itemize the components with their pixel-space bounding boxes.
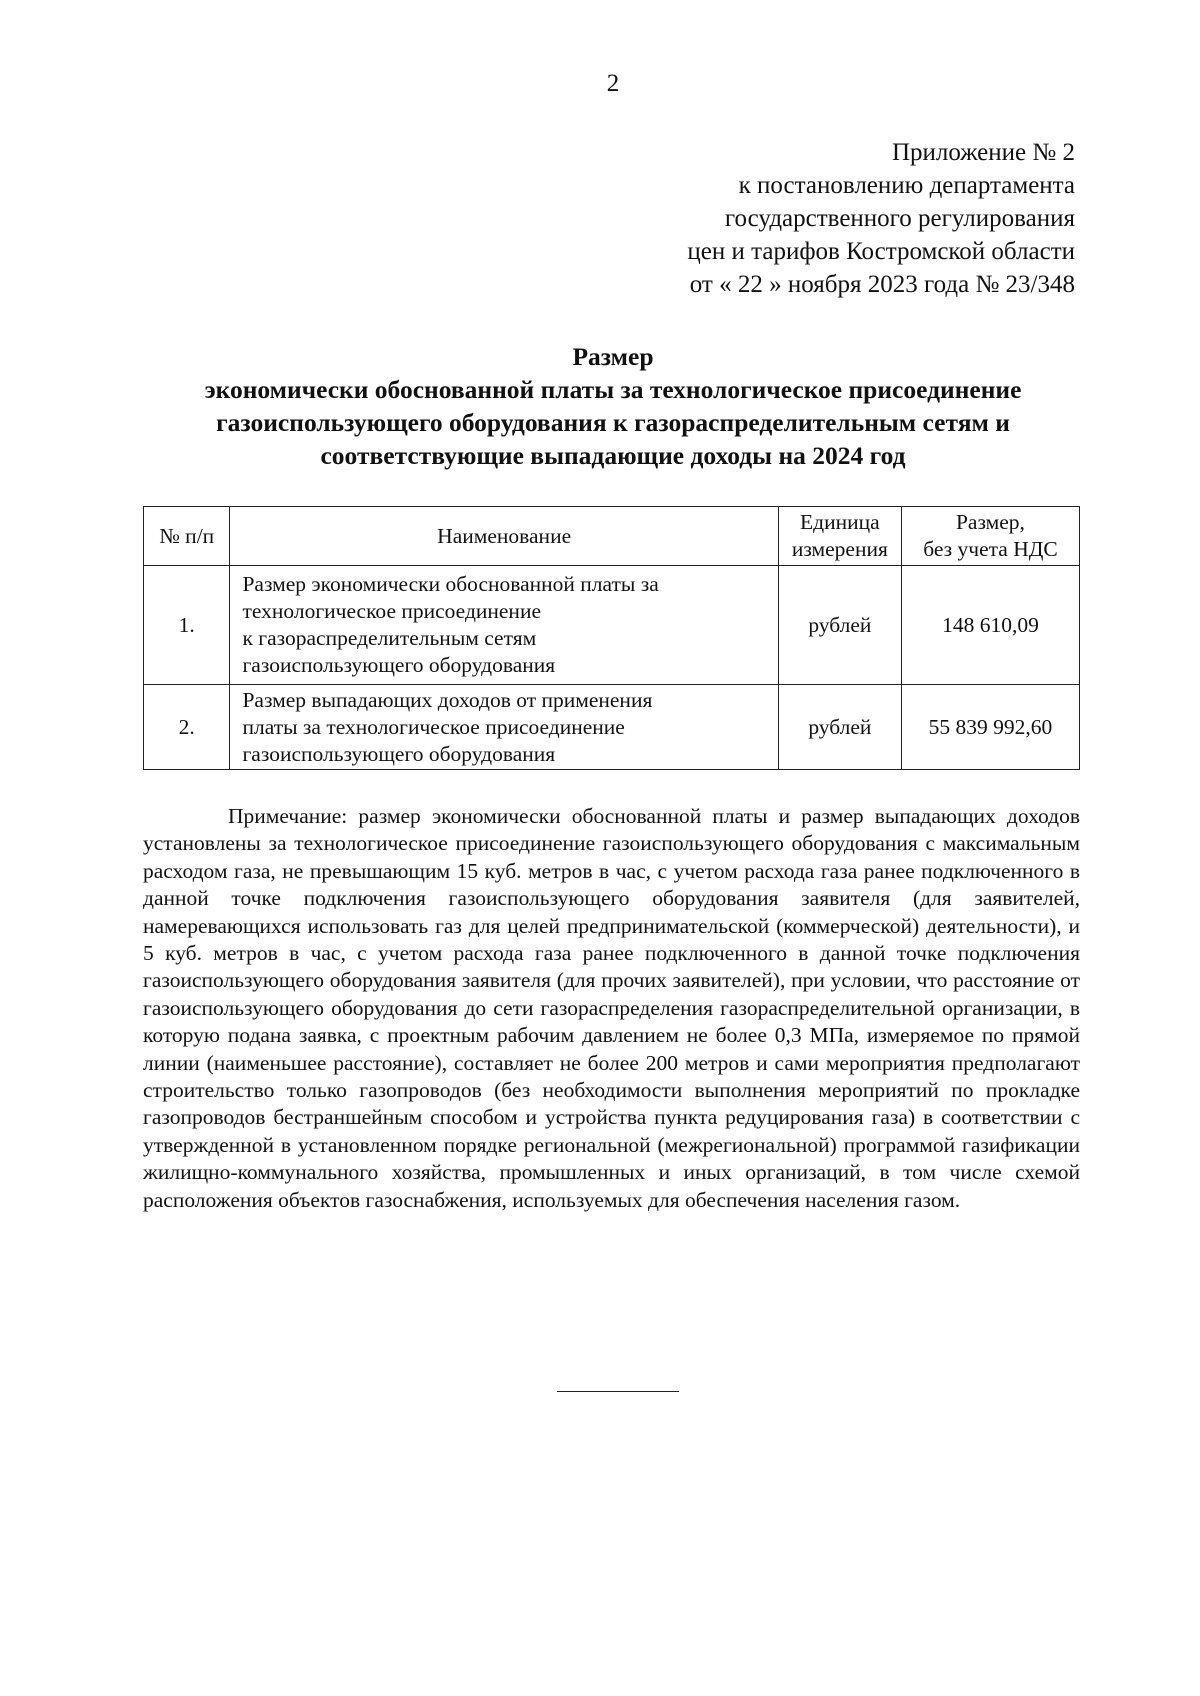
table-header-row	[144, 507, 1080, 566]
header-size-line: без учета НДС	[923, 537, 1058, 561]
row-num: 1.	[144, 566, 230, 685]
document-title	[140, 340, 1086, 472]
row-name-line: Размер экономически обоснованной платы за	[242, 572, 659, 596]
table-row	[144, 685, 1080, 770]
header-unit	[778, 507, 901, 566]
title-line: газоиспользующего оборудования к газораспределительным сетям и	[216, 408, 1010, 437]
footer-divider	[557, 1391, 679, 1392]
rates-table	[143, 506, 1080, 770]
header-name: Наименование	[230, 507, 778, 566]
row-name	[230, 566, 778, 685]
row-name-line: платы за технологическое присоединение	[242, 714, 625, 739]
header-size-line: Размер,	[955, 510, 1025, 534]
row-value: 55 839 992,60	[901, 685, 1079, 770]
appendix-line: цен и тарифов Костромской области	[687, 238, 1075, 265]
row-name-line: газоиспользующего оборудования	[242, 653, 556, 677]
header-unit-line: измерения	[791, 537, 888, 561]
table-row	[144, 566, 1080, 685]
title-line: соответствующие выпадающие доходы на 2024 год	[320, 441, 906, 470]
header-unit-line: Единица	[800, 510, 880, 534]
appendix-line: к постановлению департамента	[738, 172, 1075, 199]
row-num: 2.	[144, 685, 230, 770]
title-line: Размер	[572, 342, 654, 371]
note-paragraph: Примечание: размер экономически обоснованной платы и размер выпадающих доходов установлены за технологическое присоединение газоиспользующего оборудования с максимальным расходом газа, не превышающим 15 куб. метров в час, с учетом расхода газа ранее подключенного в данной точке подключения газоиспользующего оборудования заявителя (для заявителей, намеревающихся использовать газ для целей предпринимательской (коммерческой) деятельности), и 5 куб. метров в час, с учетом расхода газа ранее подключенного в данной точке подключения газоиспользующего оборудования заявителя (для прочих заявителей), при условии, что расстояние от газоиспользующего оборудования до сети газораспределения газораспределительной организации, в которую подана заявка, с проектным рабочим давлением не более 0,3 МПа, измеряемое по прямой линии (наименьшее расстояние), составляет не более 200 метров и сами мероприятия предполагают строительство только газопроводов (без необходимости выполнения мероприятий по прокладке газопроводов бестраншейным способом и устройства пункта редуцирования газа) в соответствии с утвержденной в установленном порядке региональной (межрегиональной) программой газификации жилищно-коммунального хозяйства, промышленных и иных организаций, в том числе схемой расположения объектов газоснабжения, используемых для обеспечения населения газом.	[143, 804, 1080, 1212]
header-num: № п/п	[144, 507, 230, 566]
row-name-line: Размер выпадающих доходов от применения	[242, 687, 653, 712]
row-name-line: к газораспределительным сетям	[242, 626, 537, 650]
row-name-line: технологическое присоединение	[242, 599, 541, 623]
row-unit: рублей	[778, 566, 901, 685]
row-value: 148 610,09	[901, 566, 1079, 685]
appendix-line: от « 22 » ноября 2023 года № 23/348	[689, 271, 1075, 298]
row-name	[230, 685, 778, 770]
appendix-line: Приложение № 2	[891, 139, 1075, 166]
row-unit: рублей	[778, 685, 901, 770]
row-name-line: газоиспользующего оборудования	[242, 741, 556, 766]
title-line: экономически обоснованной платы за технологическое присоединение	[204, 375, 1022, 404]
header-size	[901, 507, 1079, 566]
page-number: 2	[606, 70, 620, 97]
appendix-line: государственного регулирования	[724, 205, 1075, 232]
appendix-header	[687, 136, 1075, 301]
